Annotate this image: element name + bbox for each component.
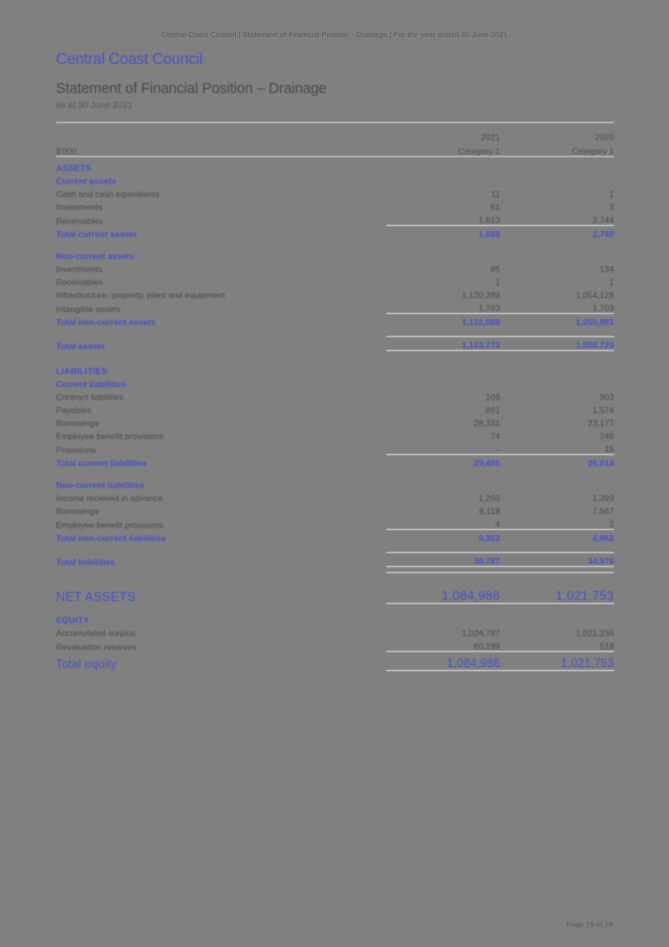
column-header-category-2020: Category 1 [500, 142, 614, 157]
organisation-title: Central Coast Council [56, 51, 203, 68]
table-row: Contract liabilities 109 903 [56, 392, 614, 402]
grand-total-row-total-liabilities: Total liabilities 38,787 34,976 [56, 553, 614, 567]
table-row: Receivables 1,613 2,744 [56, 215, 614, 226]
units-label: $'000 [56, 142, 386, 157]
net-assets-row: NET ASSETS 1,084,986 1,021,753 [56, 573, 614, 604]
table-row: Borrowings 8,118 7,567 [56, 506, 614, 516]
table-row: Income received in advance 1,260 1,393 [56, 493, 614, 503]
table-row: Revaluation reserves 60,199 518 [56, 641, 614, 652]
table-row: Employee benefit provisions 74 246 [56, 431, 614, 441]
table-row: Cash and cash equivalents 11 1 [56, 189, 614, 199]
section-header-equity: EQUITY [56, 615, 90, 625]
page-subtitle: as at 30 June 2021 [56, 100, 133, 110]
table-row: Investments 95 134 [56, 264, 614, 274]
total-row-current-assets: Total current assets 1,685 2,748 [56, 226, 614, 240]
row-spacer [56, 468, 614, 477]
total-row-non-current-liabilities: Total non-current liabilities 9,382 8,962 [56, 530, 614, 544]
subsection-header-non-current-liabilities: Non-current liabilities [56, 480, 145, 490]
table-row: Payables 891 1,574 [56, 405, 614, 415]
table-header-year-row [56, 129, 614, 142]
grand-total-row-total-assets: Total assets 1,123,773 1,058,729 [56, 337, 614, 351]
page-footer: Page 15 of 29 [566, 920, 613, 929]
column-header-year-2021: 2021 [480, 132, 500, 142]
table-row: Accumulated surplus 1,024,787 1,021,235 [56, 628, 614, 638]
subsection-header-current-liabilities: Current liabilities [56, 379, 127, 389]
subsection-header-current-assets: Current assets [56, 176, 117, 186]
section-header-assets: ASSETS [56, 163, 92, 173]
total-equity-row: Total equity 1,084,986 1,021,753 [56, 652, 614, 671]
row-spacer [56, 351, 614, 361]
table-header-category-row [56, 142, 614, 157]
column-header-category-2021: Category 1 [386, 142, 500, 157]
row-spacer [56, 239, 614, 248]
total-row-non-current-assets: Total non-current assets 1,122,088 1,055,981 [56, 314, 614, 328]
row-spacer [56, 327, 614, 337]
subsection-header-non-current-assets: Non-current assets [56, 251, 135, 261]
table-row: Intangible assets 1,703 1,703 [56, 303, 614, 314]
table-row: Provisions – 15 [56, 444, 614, 455]
table-row: Borrowings 28,331 23,177 [56, 418, 614, 428]
table-row: Infrastructure, property, plant and equipment 1,120,289 1,054,128 [56, 290, 614, 300]
table-row: Employee benefit provisions 4 2 [56, 519, 614, 530]
table-row: Receivables 1 1 [56, 277, 614, 287]
page-title: Statement of Financial Position – Drainage [56, 81, 327, 97]
row-spacer [56, 543, 614, 553]
table-row: Investments 61 3 [56, 202, 614, 212]
financial-position-table [56, 122, 614, 671]
total-row-current-liabilities: Total current liabilities 29,405 26,014 [56, 455, 614, 469]
column-header-year-2020: 2020 [594, 132, 614, 142]
running-header: Central Coast Council | Statement of Financial Position - Drainage | For the year ended 30 June 2021 [161, 30, 508, 39]
section-header-liabilities: LIABILITIES [56, 366, 108, 376]
